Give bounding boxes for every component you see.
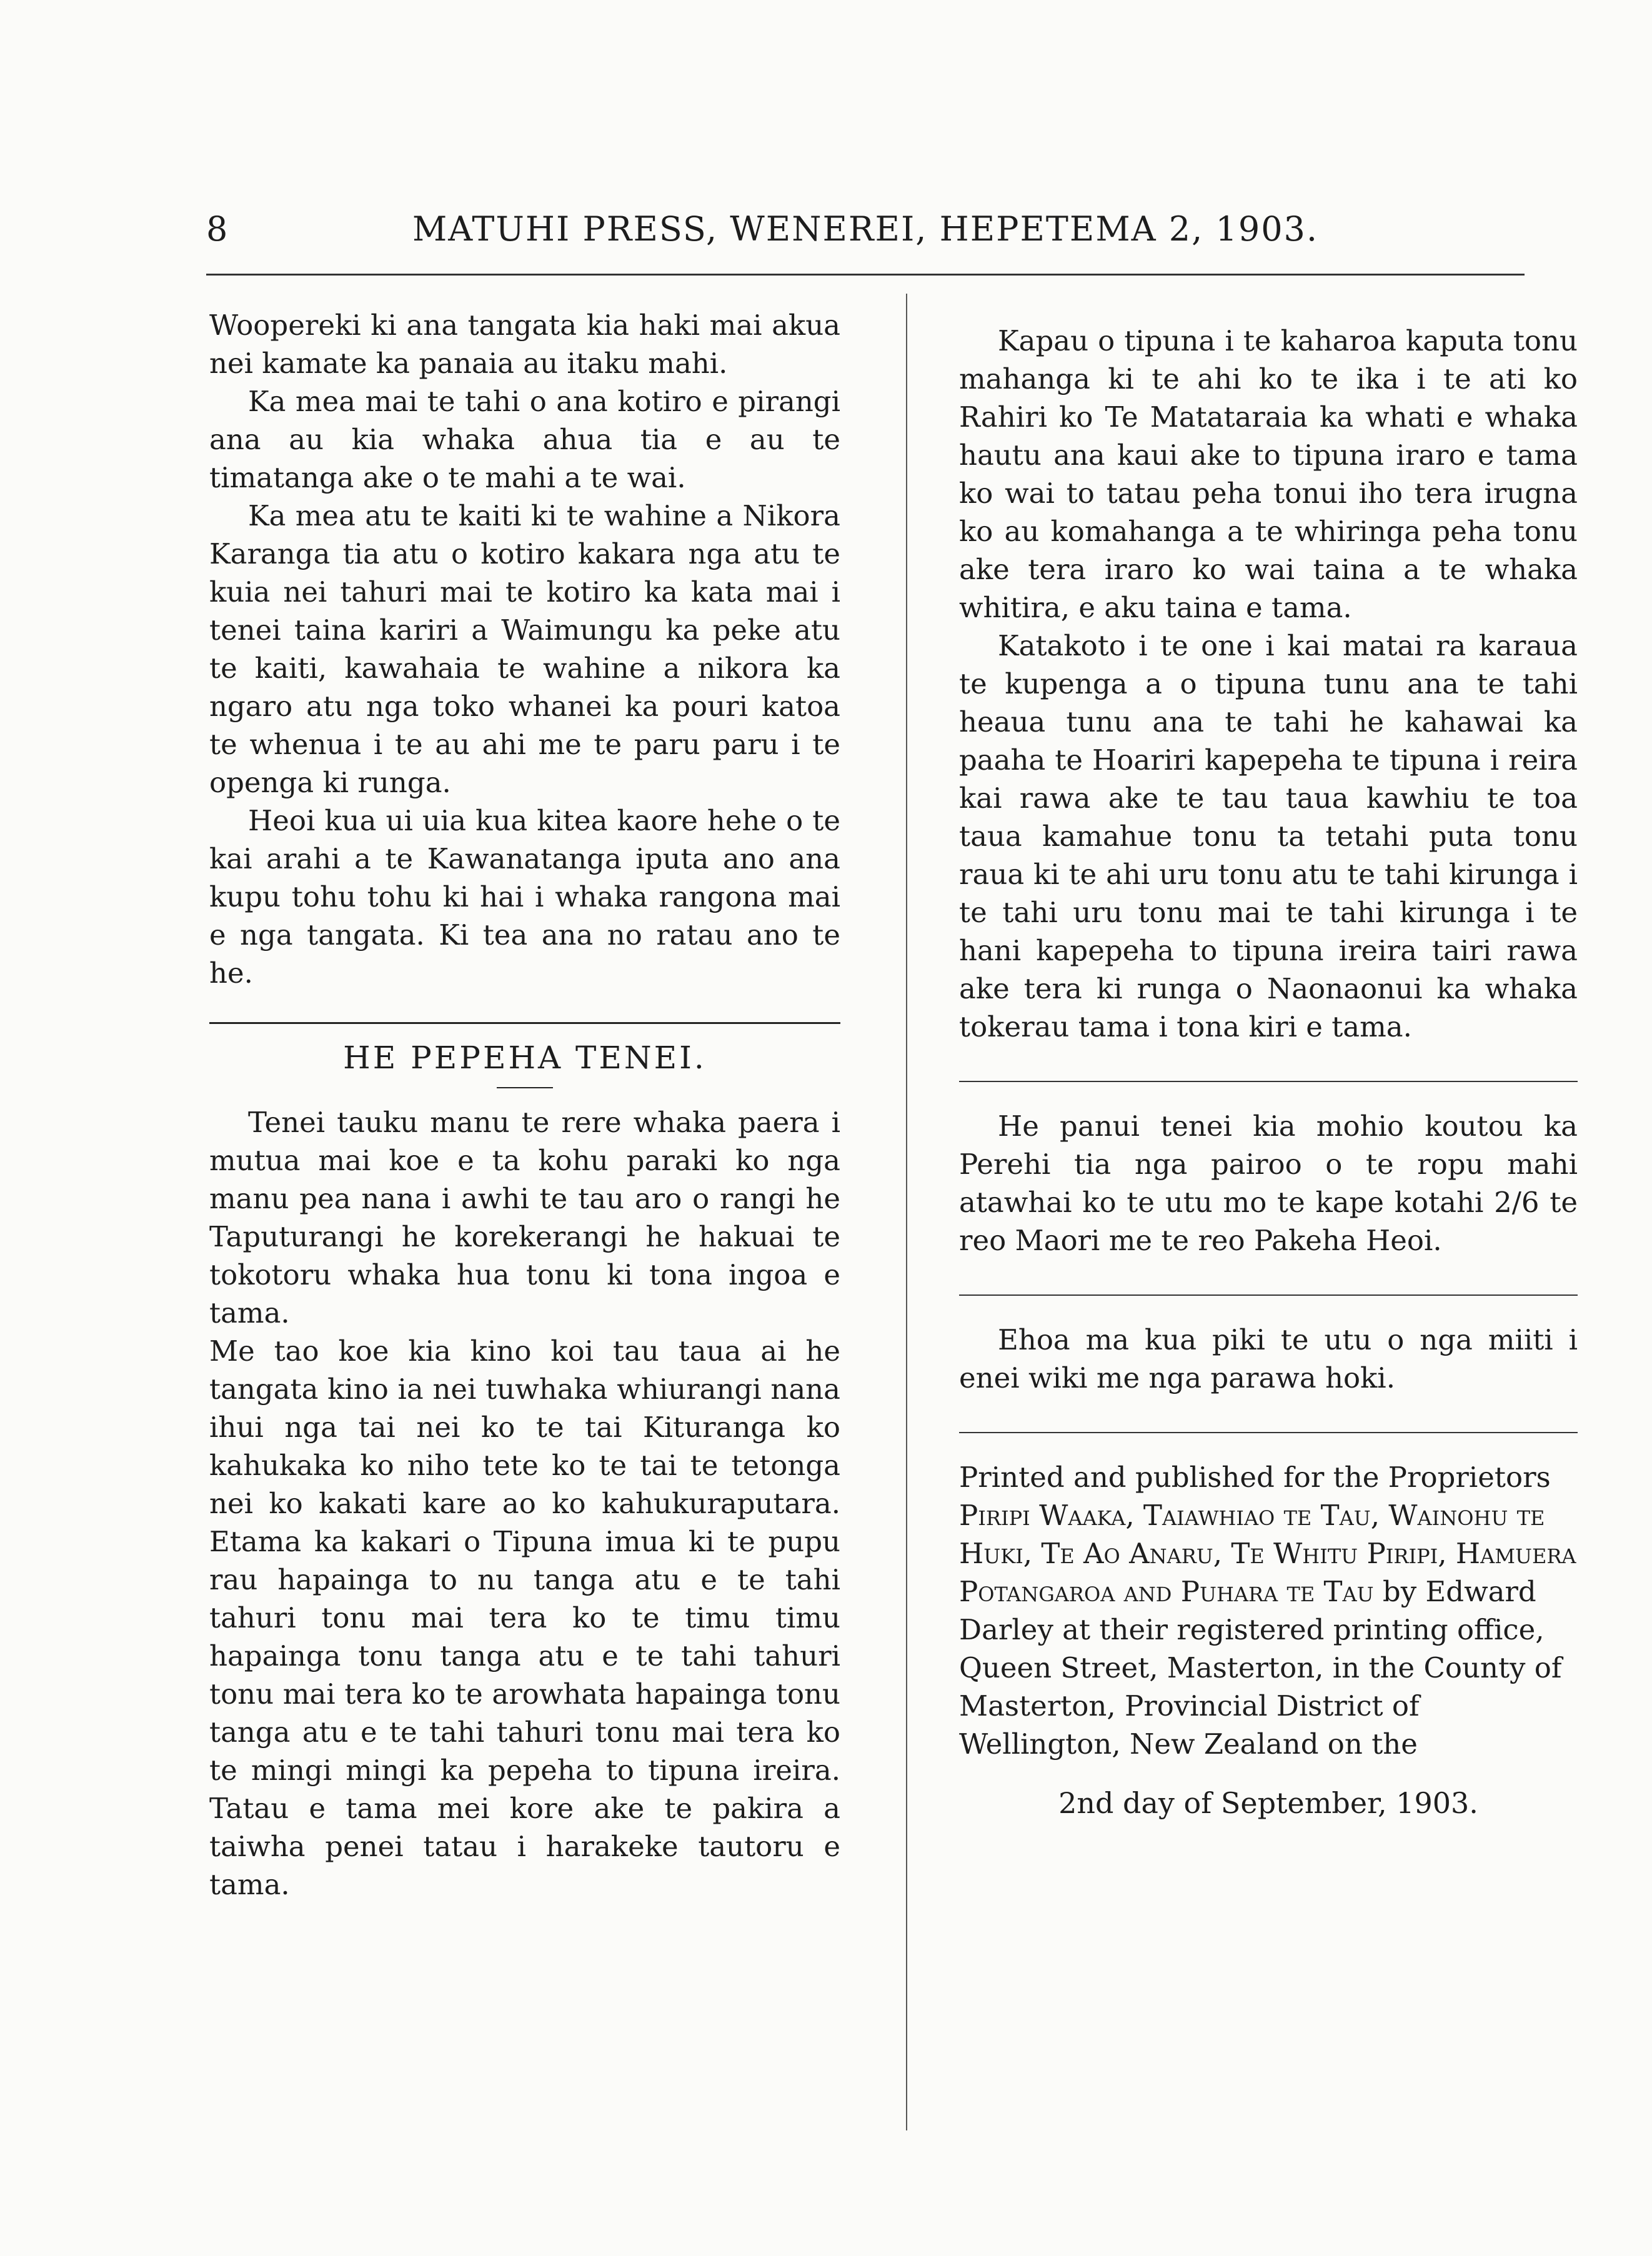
section-rule bbox=[209, 1022, 840, 1024]
imprint-date: 2nd day of September, 1903. bbox=[1058, 1786, 1478, 1820]
left-paragraph-4: Heoi kua ui uia kua kitea kaore hehe o te kai arahi a te Kawanatanga iputa ano ana kupu tohu tohu ki hai i whaka rangona mai e nga tangata. Ki tea ana no ratau ano te he. bbox=[209, 804, 840, 990]
column-divider bbox=[906, 294, 907, 2130]
imprint-rule bbox=[959, 1432, 1578, 1433]
imprint-intro: Printed and published for the Proprietors bbox=[959, 1461, 1551, 1494]
notice-paragraph-2: Ehoa ma kua piki te utu o nga miiti i enei wiki me nga parawa hoki. bbox=[959, 1323, 1578, 1394]
right-column bbox=[959, 322, 1578, 1822]
masthead: MATUHI PRESS, WENEREI, HEPETEMA 2, 1903. bbox=[412, 209, 1319, 249]
notice-rule-2 bbox=[959, 1294, 1578, 1296]
page-number: 8 bbox=[206, 209, 228, 249]
notice-rule-1 bbox=[959, 1081, 1578, 1082]
section-title-dash bbox=[497, 1087, 553, 1088]
imprint-details: by Edward Darley at their registered printing office, Queen Street, Masterton, in the County of Masterton, Provincial District of Wellington, New Zealand on the bbox=[959, 1575, 1562, 1761]
left-paragraph-6: Me tao koe kia kino koi tau taua ai he tangata kino ia nei tuwhaka whiurangi nana ihui nga tai nei ko te tai Kituranga ko kahukaka ko niho tete ko te tai te tetonga nei ko kakati kare ao ko kahukuraputara. Etama ka kakari o Tipuna imua ki te pupu rau hapainga to nu tanga atu e te tahi tahuri tonu mai tera ko te timu timu hapainga tonu tanga atu e te tahi tahuri tonu mai tera ko te arowhata hapainga tonu tanga atu e te tahi tahuri tonu mai tera ko te mingi mingi ka pepeha to tipuna ireira. Tatau e tama mei kore ake te pakira a taiwha penei tatau i harakeke tautoru e tama. bbox=[209, 1334, 840, 1901]
left-paragraph-2: Ka mea mai te tahi o ana kotiro e pirangi ana au kia whaka ahua tia e au te timatanga ake o te mahi a te wai. bbox=[209, 385, 840, 494]
left-paragraph-3: Ka mea atu te kaiti ki te wahine a Nikora Karanga tia atu o kotiro kakara nga atu te kuia nei tahuri mai te kotiro ka kata mai i tenei taina kariri a Waimungu ka peke atu te kaiti, kawahaia te wahine a nikora ka ngaro atu nga toko whanei ka pouri katoa te whenua i te au ahi me te paru paru i te openga ki runga. bbox=[209, 499, 840, 799]
imprint-paragraph bbox=[959, 1458, 1578, 1763]
right-paragraph-1: Kapau o tipuna i te kaharoa kaputa tonu mahanga ki te ahi ko te ika i te ati ko Rahiri ko Te Matataraia ka whati e whaka hautu ana kaui ake to tipuna iraro e tama ko wai to tatau peha tonui iho tera irugna ko au komahanga a te whiringa peha tonu ake tera iraro ko wai taina a te whaka whitira, e aku taina e tama. bbox=[959, 324, 1578, 624]
left-paragraph-5: Tenei tauku manu te rere whaka paera i mutua mai koe e ta kohu paraki ko nga manu pea nana i awhi te tau aro o rangi he Taputurangi he korekerangi he hakuai te tokotoru whaka hua tonu ki tona ingoa e tama. bbox=[209, 1106, 840, 1329]
imprint-proprietors: Piripi Waaka, Taiawhiao te Tau, Wainohu te Huki, Te Ao Anaru, Te Whitu Piripi, Hamuera Potangaroa and Puhara te Tau bbox=[959, 1499, 1576, 1608]
section-title: HE PEPEHA TENEI. bbox=[343, 1040, 707, 1076]
page-header bbox=[206, 209, 1443, 259]
right-paragraph-2: Katakoto i te one i kai matai ra karaua te kupenga a o tipuna tunu ana te tahi heaua tunu ana te tahi he kahawai ka paaha te Hoariri kapepeha te tipuna i reira kai rawa ake te tau taua kawhiu te toa taua kamahue tonu ta tetahi puta tonu raua ki te ahi uru tonu atu te tahi kirunga i te tahi uru tonu mai te tahi kirunga i te hani kapepeha to tipuna ireira tairi rawa ake tera ki runga o Naonaonui ka whaka tokerau tama i tona kiri e tama. bbox=[959, 629, 1578, 1043]
header-rule bbox=[206, 274, 1525, 276]
left-paragraph-1: Woopereki ki ana tangata kia haki mai akua nei kamate ka panaia au itaku mahi. bbox=[209, 309, 840, 380]
left-column bbox=[209, 306, 840, 1904]
notice-paragraph-1: He panui tenei kia mohio koutou ka Perehi tia nga pairoo o te ropu mahi atawhai ko te utu mo te kape kotahi 2/6 te reo Maori me te reo Pakeha Heoi. bbox=[959, 1110, 1578, 1257]
